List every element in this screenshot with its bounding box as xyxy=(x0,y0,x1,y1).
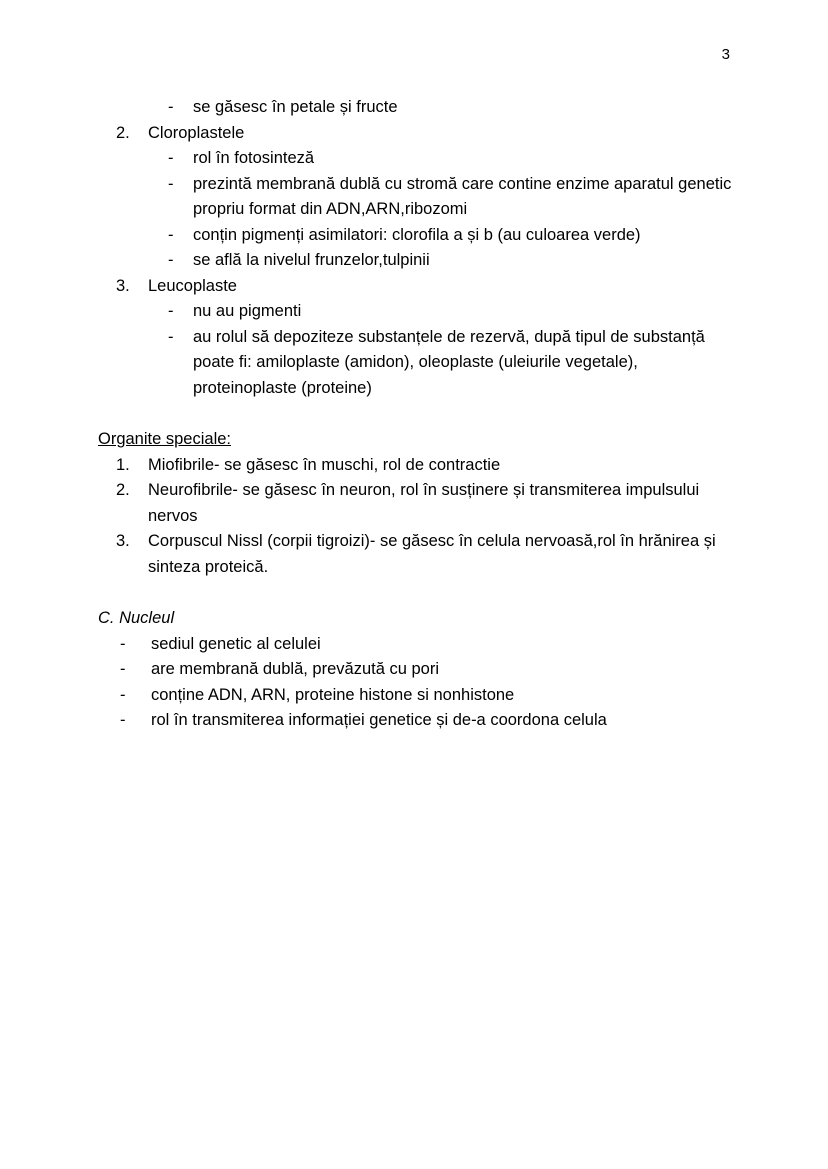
list-marker: - xyxy=(120,660,126,678)
list-text: are membrană dublă, prevăzută cu pori xyxy=(151,660,439,678)
list-item xyxy=(98,708,738,734)
list-item xyxy=(98,274,738,300)
list-item xyxy=(98,325,738,402)
list-text: rol în transmiterea informației genetice și de-a coordona celula xyxy=(151,711,607,729)
list-text: Neurofibrile- se găsesc în neuron, rol în susținere și transmiterea impulsului nervos xyxy=(148,481,700,525)
list-marker: 2. xyxy=(116,481,130,499)
list-item xyxy=(98,299,738,325)
list-marker: - xyxy=(120,685,126,704)
list-text: nu au pigmenti xyxy=(193,302,302,320)
list-marker: - xyxy=(168,225,174,244)
list-text: Corpuscul Nissl (corpii tigroizi)- se găsesc în celula nervoasă,rol în hrănirea și sinteza proteică. xyxy=(148,532,716,576)
list-text: Leucoplaste xyxy=(148,276,237,295)
list-item xyxy=(98,657,738,683)
list-item xyxy=(98,478,738,529)
list-marker: 3. xyxy=(116,276,130,295)
page-number: 3 xyxy=(721,46,730,63)
section-heading-organite-speciale xyxy=(98,427,738,453)
list-item xyxy=(98,146,738,172)
list-item xyxy=(98,121,738,147)
list-marker: - xyxy=(120,711,126,729)
list-text: rol în fotosinteză xyxy=(193,149,315,167)
list-text: au rolul să depoziteze substanțele de rezervă, după tipul de substanță poate fi: amiloplaste (amidon), oleoplaste (uleiurile vegetale), proteinoplaste (proteine) xyxy=(193,327,705,397)
list-marker: - xyxy=(168,98,174,116)
list-item xyxy=(98,529,738,580)
list-text: Cloroplastele xyxy=(148,123,245,142)
list-marker: - xyxy=(168,174,174,193)
list-marker: - xyxy=(168,302,174,320)
list-text: prezintă membrană dublă cu stromă care contine enzime aparatul genetic propriu format din ADN,ARN,ribozomi xyxy=(193,174,732,218)
list-text: Miofibrile- se găsesc în muschi, rol de contractie xyxy=(148,455,501,474)
section-heading-text: C. Nucleul xyxy=(98,609,175,627)
list-marker: - xyxy=(168,149,174,167)
list-marker: - xyxy=(120,634,126,653)
list-item xyxy=(98,453,738,479)
section-heading-nucleul xyxy=(98,606,738,632)
list-text: se găsesc în petale și fructe xyxy=(193,98,398,116)
list-item xyxy=(98,223,738,249)
list-item xyxy=(98,172,738,223)
list-text: conține ADN, ARN, proteine histone si nonhistone xyxy=(151,685,515,704)
section-heading-text: Organite speciale: xyxy=(98,430,231,448)
list-text: conțin pigmenți asimilatori: clorofila a și b (au culoarea verde) xyxy=(193,225,641,244)
list-marker: - xyxy=(168,327,174,346)
list-marker: - xyxy=(168,251,174,269)
list-marker: 2. xyxy=(116,123,130,142)
list-text: sediul genetic al celulei xyxy=(151,634,321,653)
list-marker: 1. xyxy=(116,455,130,474)
list-marker: 3. xyxy=(116,532,130,550)
list-item xyxy=(98,683,738,709)
list-item xyxy=(98,248,738,274)
list-text: se află la nivelul frunzelor,tulpinii xyxy=(193,251,430,269)
list-item xyxy=(98,632,738,658)
document-body xyxy=(98,95,738,734)
list-item xyxy=(98,95,738,121)
